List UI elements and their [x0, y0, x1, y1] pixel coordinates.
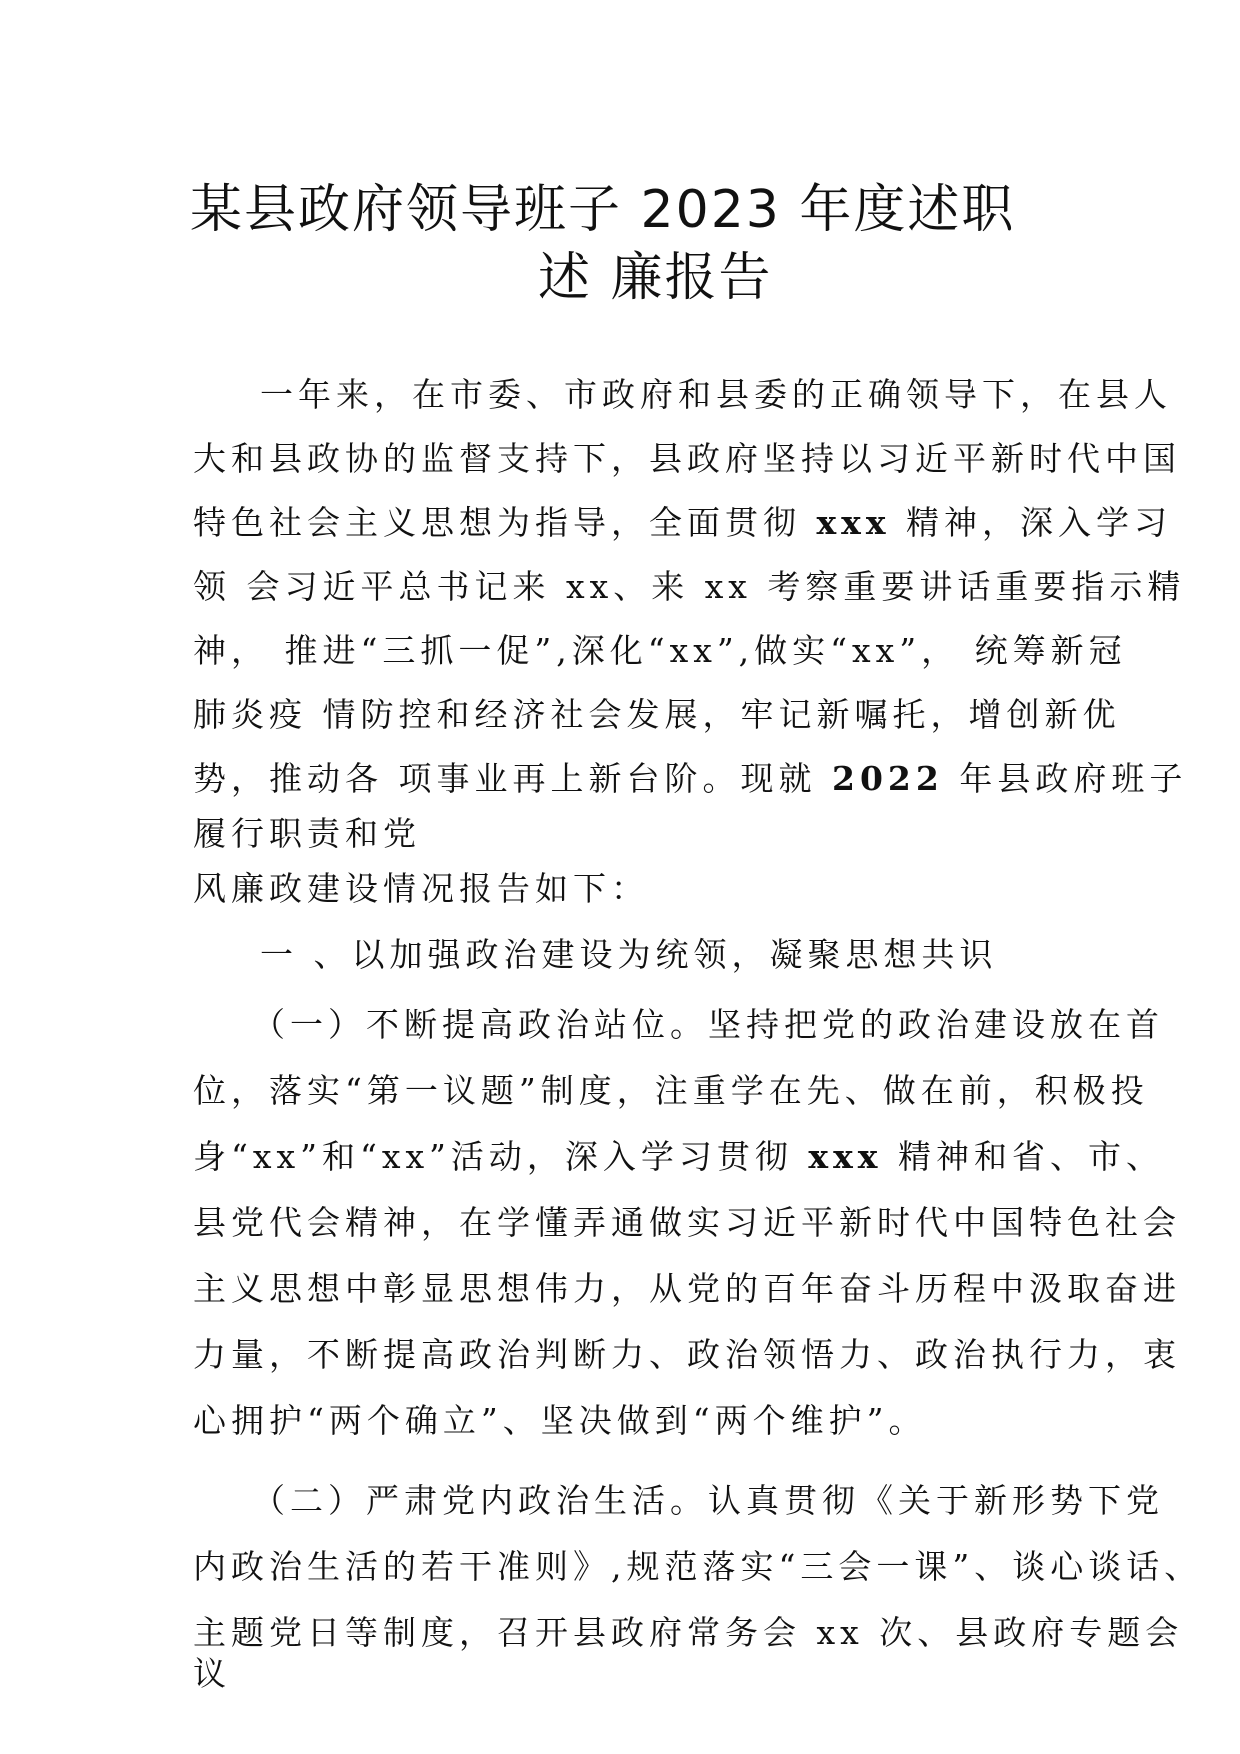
section-1-heading: 一 、以加强政治建设为统领，凝聚思想共识 [260, 935, 998, 974]
s1p2-line-1: （二）严肃党内政治生活。认真贯彻《关于新形势下党 [252, 1481, 1164, 1520]
intro-line-5: 神， 推进“三抓一促”,深化“xx”,做实“xx”， 统筹新冠 [193, 631, 1127, 670]
s1p1-line-6: 力量，不断提高政治判断力、政治领悟力、政治执行力，衷 [193, 1335, 1181, 1374]
s1p1-line-2: 位，落实“第一议题”制度，注重学在先、做在前，积极投 [193, 1071, 1149, 1110]
intro-line-8: 履行职责和党 [193, 814, 421, 853]
intro-line-6: 肺炎疫 情防控和经济社会发展，牢记新嘱托，增创新优 [193, 695, 1121, 734]
s1p1-line-7: 心拥护“两个确立”、坚决做到“两个维护”。 [193, 1401, 927, 1440]
intro-line-4: 领 会习近平总书记来 xx、来 xx 考察重要讲话重要指示精 [193, 567, 1186, 606]
intro-line-7: 势，推动各 项事业再上新台阶。现就 2022 年县政府班子 [193, 759, 1188, 798]
intro-line-1: 一年来，在市委、市政府和县委的正确领导下，在县人 [260, 375, 1172, 414]
s1p2-line-3: 主题党日等制度，召开县政府常务会 xx 次、县政府专题会 [193, 1613, 1184, 1652]
intro-line-3: 特色社会主义思想为指导，全面贯彻 xxx 精神，深入学习 [193, 503, 1173, 542]
report-title-line-2: 述 廉报告 [538, 248, 773, 308]
s1p1-line-5: 主义思想中彰显思想伟力，从党的百年奋斗历程中汲取奋进 [193, 1269, 1181, 1308]
s1p1-line-1: （一）不断提高政治站位。坚持把党的政治建设放在首 [252, 1005, 1164, 1044]
intro-line-9: 风廉政建设情况报告如下： [193, 869, 649, 908]
s1p1-line-4: 县党代会精神，在学懂弄通做实习近平新时代中国特色社会 [193, 1203, 1181, 1242]
intro-line-2: 大和县政协的监督支持下，县政府坚持以习近平新时代中国 [193, 439, 1181, 478]
s1p2-line-2: 内政治生活的若干准则》,规范落实“三会一课”、谈心谈话、 [193, 1547, 1203, 1586]
s1p2-line-4: 议 [193, 1654, 231, 1693]
s1p1-line-3: 身“xx”和“xx”活动，深入学习贯彻 xxx 精神和省、市、 [193, 1137, 1164, 1176]
report-title-line-1: 某县政府领导班子 2023 年度述职 [190, 180, 1016, 240]
